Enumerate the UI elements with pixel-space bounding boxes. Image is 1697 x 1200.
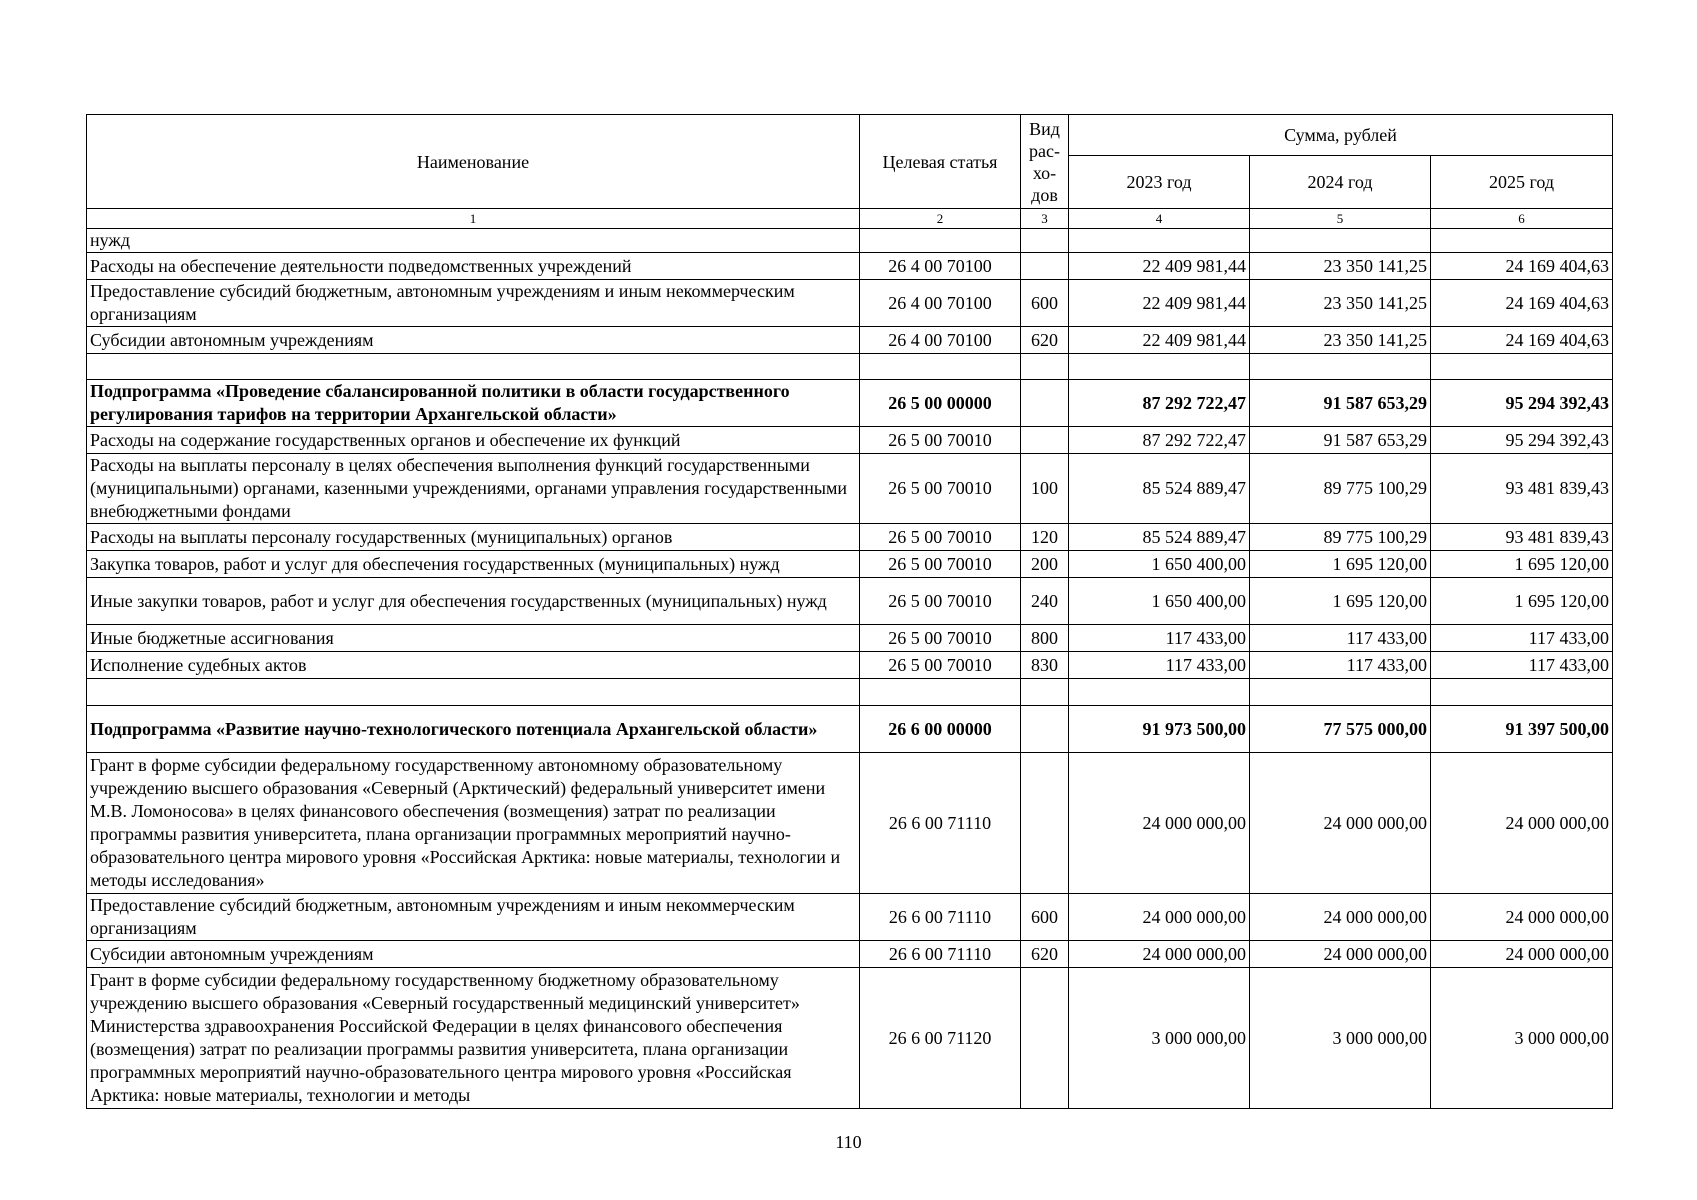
row-amount-2025 — [1431, 229, 1613, 253]
row-name: Подпрограмма «Проведение сбалансированной политики в области государственного регулирования тарифов на территории Архангельской области» — [87, 380, 860, 427]
row-amount-2024: 91 587 653,29 — [1250, 380, 1431, 427]
row-amount-2023 — [1069, 229, 1250, 253]
header-target-article: Целевая статья — [860, 115, 1021, 209]
row-name — [87, 679, 860, 706]
row-amount-2023: 87 292 722,47 — [1069, 380, 1250, 427]
table-row — [87, 354, 1613, 380]
table-body — [87, 229, 1613, 1109]
row-expense-type — [1021, 427, 1069, 454]
row-amount-2024: 23 350 141,25 — [1250, 253, 1431, 280]
table-row — [87, 253, 1613, 280]
row-expense-type: 600 — [1021, 280, 1069, 327]
row-amount-2025: 24 000 000,00 — [1431, 894, 1613, 941]
col-number: 2 — [860, 209, 1021, 229]
row-target-article: 26 5 00 70010 — [860, 551, 1021, 578]
row-amount-2023: 24 000 000,00 — [1069, 894, 1250, 941]
row-expense-type: 620 — [1021, 327, 1069, 354]
row-target-article: 26 5 00 00000 — [860, 380, 1021, 427]
row-expense-type — [1021, 380, 1069, 427]
header-year-2023: 2023 год — [1069, 156, 1250, 209]
row-amount-2025 — [1431, 354, 1613, 380]
row-name: Исполнение судебных актов — [87, 652, 860, 679]
budget-table — [86, 114, 1613, 1109]
row-expense-type — [1021, 706, 1069, 753]
table-row — [87, 454, 1613, 524]
table-row — [87, 380, 1613, 427]
row-expense-type: 600 — [1021, 894, 1069, 941]
row-name: Расходы на выплаты персоналу государственных (муниципальных) органов — [87, 524, 860, 551]
row-amount-2024: 117 433,00 — [1250, 625, 1431, 652]
row-expense-type: 800 — [1021, 625, 1069, 652]
table-row — [87, 524, 1613, 551]
row-amount-2023: 24 000 000,00 — [1069, 753, 1250, 894]
page-number: 110 — [835, 1132, 862, 1152]
row-name: Подпрограмма «Развитие научно-технологического потенциала Архангельской области» — [87, 706, 860, 753]
row-amount-2024 — [1250, 354, 1431, 380]
row-expense-type: 200 — [1021, 551, 1069, 578]
col-number: 4 — [1069, 209, 1250, 229]
row-target-article: 26 5 00 70010 — [860, 427, 1021, 454]
row-target-article: 26 4 00 70100 — [860, 253, 1021, 280]
row-expense-type — [1021, 253, 1069, 280]
row-amount-2025: 24 169 404,63 — [1431, 280, 1613, 327]
row-expense-type: 120 — [1021, 524, 1069, 551]
header-year-2025: 2025 год — [1431, 156, 1613, 209]
row-name: Грант в форме субсидии федеральному государственному бюджетному образовательному учреждению высшего образования «Северный государственный медицинский университет» Министерства здравоохранения Российской Федерации в целях финансового обеспечения (возмещения) затрат по реализации программы развития университета, плана организации программных мероприятий научно-образовательного центра мирового уровня «Российская Арктика: новые материалы, технологии и методы — [87, 968, 860, 1109]
table-row — [87, 706, 1613, 753]
header-year-2024: 2024 год — [1250, 156, 1431, 209]
row-amount-2023: 85 524 889,47 — [1069, 524, 1250, 551]
row-name: Расходы на выплаты персоналу в целях обеспечения выполнения функций государственными (муниципальными) органами, казенными учреждениями, органами управления государственными внебюджетными фондами — [87, 454, 860, 524]
row-amount-2025: 24 169 404,63 — [1431, 327, 1613, 354]
row-amount-2023: 91 973 500,00 — [1069, 706, 1250, 753]
row-expense-type — [1021, 229, 1069, 253]
row-amount-2023: 1 650 400,00 — [1069, 551, 1250, 578]
row-amount-2024: 3 000 000,00 — [1250, 968, 1431, 1109]
row-amount-2024: 91 587 653,29 — [1250, 427, 1431, 454]
row-amount-2023: 85 524 889,47 — [1069, 454, 1250, 524]
table-row — [87, 652, 1613, 679]
row-amount-2024: 89 775 100,29 — [1250, 524, 1431, 551]
row-amount-2025 — [1431, 679, 1613, 706]
row-name: Предоставление субсидий бюджетным, автономным учреждениям и иным некоммерческим организациям — [87, 894, 860, 941]
row-amount-2025: 117 433,00 — [1431, 652, 1613, 679]
row-name: нужд — [87, 229, 860, 253]
row-amount-2025: 117 433,00 — [1431, 625, 1613, 652]
row-amount-2023: 22 409 981,44 — [1069, 280, 1250, 327]
row-expense-type — [1021, 679, 1069, 706]
row-amount-2025: 24 169 404,63 — [1431, 253, 1613, 280]
row-amount-2024: 23 350 141,25 — [1250, 327, 1431, 354]
row-name: Закупка товаров, работ и услуг для обеспечения государственных (муниципальных) нужд — [87, 551, 860, 578]
table-row — [87, 753, 1613, 894]
row-amount-2024: 117 433,00 — [1250, 652, 1431, 679]
row-expense-type: 240 — [1021, 578, 1069, 625]
header-expense-type: Вид рас-хо-дов — [1021, 115, 1069, 209]
row-target-article — [860, 354, 1021, 380]
table-row — [87, 941, 1613, 968]
table-row — [87, 280, 1613, 327]
row-amount-2025: 24 000 000,00 — [1431, 941, 1613, 968]
row-amount-2024 — [1250, 679, 1431, 706]
header-sum: Сумма, рублей — [1069, 115, 1613, 156]
row-amount-2024: 24 000 000,00 — [1250, 894, 1431, 941]
row-target-article: 26 6 00 71110 — [860, 894, 1021, 941]
row-name — [87, 354, 860, 380]
header-name: Наименование — [87, 115, 860, 209]
row-target-article: 26 6 00 00000 — [860, 706, 1021, 753]
row-amount-2023: 22 409 981,44 — [1069, 253, 1250, 280]
row-target-article: 26 6 00 71110 — [860, 753, 1021, 894]
row-target-article: 26 4 00 70100 — [860, 327, 1021, 354]
row-amount-2024: 77 575 000,00 — [1250, 706, 1431, 753]
table-row — [87, 968, 1613, 1109]
table-row — [87, 625, 1613, 652]
row-name: Субсидии автономным учреждениям — [87, 327, 860, 354]
row-name: Иные бюджетные ассигнования — [87, 625, 860, 652]
row-name: Расходы на содержание государственных органов и обеспечение их функций — [87, 427, 860, 454]
row-amount-2024: 24 000 000,00 — [1250, 753, 1431, 894]
row-target-article: 26 5 00 70010 — [860, 578, 1021, 625]
row-target-article: 26 6 00 71120 — [860, 968, 1021, 1109]
row-amount-2025: 1 695 120,00 — [1431, 578, 1613, 625]
col-number: 1 — [87, 209, 860, 229]
row-amount-2024: 24 000 000,00 — [1250, 941, 1431, 968]
row-expense-type — [1021, 354, 1069, 380]
row-target-article — [860, 679, 1021, 706]
row-target-article: 26 5 00 70010 — [860, 524, 1021, 551]
row-amount-2024: 1 695 120,00 — [1250, 551, 1431, 578]
row-target-article: 26 5 00 70010 — [860, 454, 1021, 524]
row-amount-2024: 1 695 120,00 — [1250, 578, 1431, 625]
row-amount-2025: 1 695 120,00 — [1431, 551, 1613, 578]
row-amount-2025: 93 481 839,43 — [1431, 454, 1613, 524]
row-amount-2023 — [1069, 354, 1250, 380]
col-number: 6 — [1431, 209, 1613, 229]
row-name: Грант в форме субсидии федеральному государственному автономному образовательному учреждению высшего образования «Северный (Арктический) федеральный университет имени М.В. Ломоносова» в целях финансового обеспечения (возмещения) затрат по реализации программы развития университета, плана организации программных мероприятий научно-образовательного центра мирового уровня «Российская Арктика: новые материалы, технологии и методы исследования» — [87, 753, 860, 894]
row-name: Иные закупки товаров, работ и услуг для обеспечения государственных (муниципальных) нужд — [87, 578, 860, 625]
row-amount-2024 — [1250, 229, 1431, 253]
col-number: 3 — [1021, 209, 1069, 229]
row-name: Субсидии автономным учреждениям — [87, 941, 860, 968]
row-expense-type: 620 — [1021, 941, 1069, 968]
row-target-article: 26 5 00 70010 — [860, 652, 1021, 679]
row-amount-2025: 95 294 392,43 — [1431, 380, 1613, 427]
row-target-article: 26 4 00 70100 — [860, 280, 1021, 327]
row-amount-2023: 24 000 000,00 — [1069, 941, 1250, 968]
row-expense-type — [1021, 753, 1069, 894]
row-amount-2025: 95 294 392,43 — [1431, 427, 1613, 454]
row-name: Расходы на обеспечение деятельности подведомственных учреждений — [87, 253, 860, 280]
row-amount-2025: 93 481 839,43 — [1431, 524, 1613, 551]
table-row — [87, 679, 1613, 706]
table-row — [87, 894, 1613, 941]
table-row — [87, 578, 1613, 625]
row-amount-2025: 3 000 000,00 — [1431, 968, 1613, 1109]
row-amount-2024: 23 350 141,25 — [1250, 280, 1431, 327]
table-row — [87, 551, 1613, 578]
table-row — [87, 327, 1613, 354]
row-amount-2023 — [1069, 679, 1250, 706]
row-amount-2023: 117 433,00 — [1069, 625, 1250, 652]
row-amount-2023: 22 409 981,44 — [1069, 327, 1250, 354]
row-expense-type: 830 — [1021, 652, 1069, 679]
row-expense-type — [1021, 968, 1069, 1109]
row-target-article: 26 6 00 71110 — [860, 941, 1021, 968]
row-amount-2023: 3 000 000,00 — [1069, 968, 1250, 1109]
row-amount-2023: 87 292 722,47 — [1069, 427, 1250, 454]
row-expense-type: 100 — [1021, 454, 1069, 524]
row-amount-2023: 1 650 400,00 — [1069, 578, 1250, 625]
row-name: Предоставление субсидий бюджетным, автономным учреждениям и иным некоммерческим организациям — [87, 280, 860, 327]
row-target-article — [860, 229, 1021, 253]
row-amount-2025: 91 397 500,00 — [1431, 706, 1613, 753]
table-row — [87, 427, 1613, 454]
row-target-article: 26 5 00 70010 — [860, 625, 1021, 652]
row-amount-2025: 24 000 000,00 — [1431, 753, 1613, 894]
row-amount-2023: 117 433,00 — [1069, 652, 1250, 679]
table-row — [87, 229, 1613, 253]
col-number: 5 — [1250, 209, 1431, 229]
row-amount-2024: 89 775 100,29 — [1250, 454, 1431, 524]
